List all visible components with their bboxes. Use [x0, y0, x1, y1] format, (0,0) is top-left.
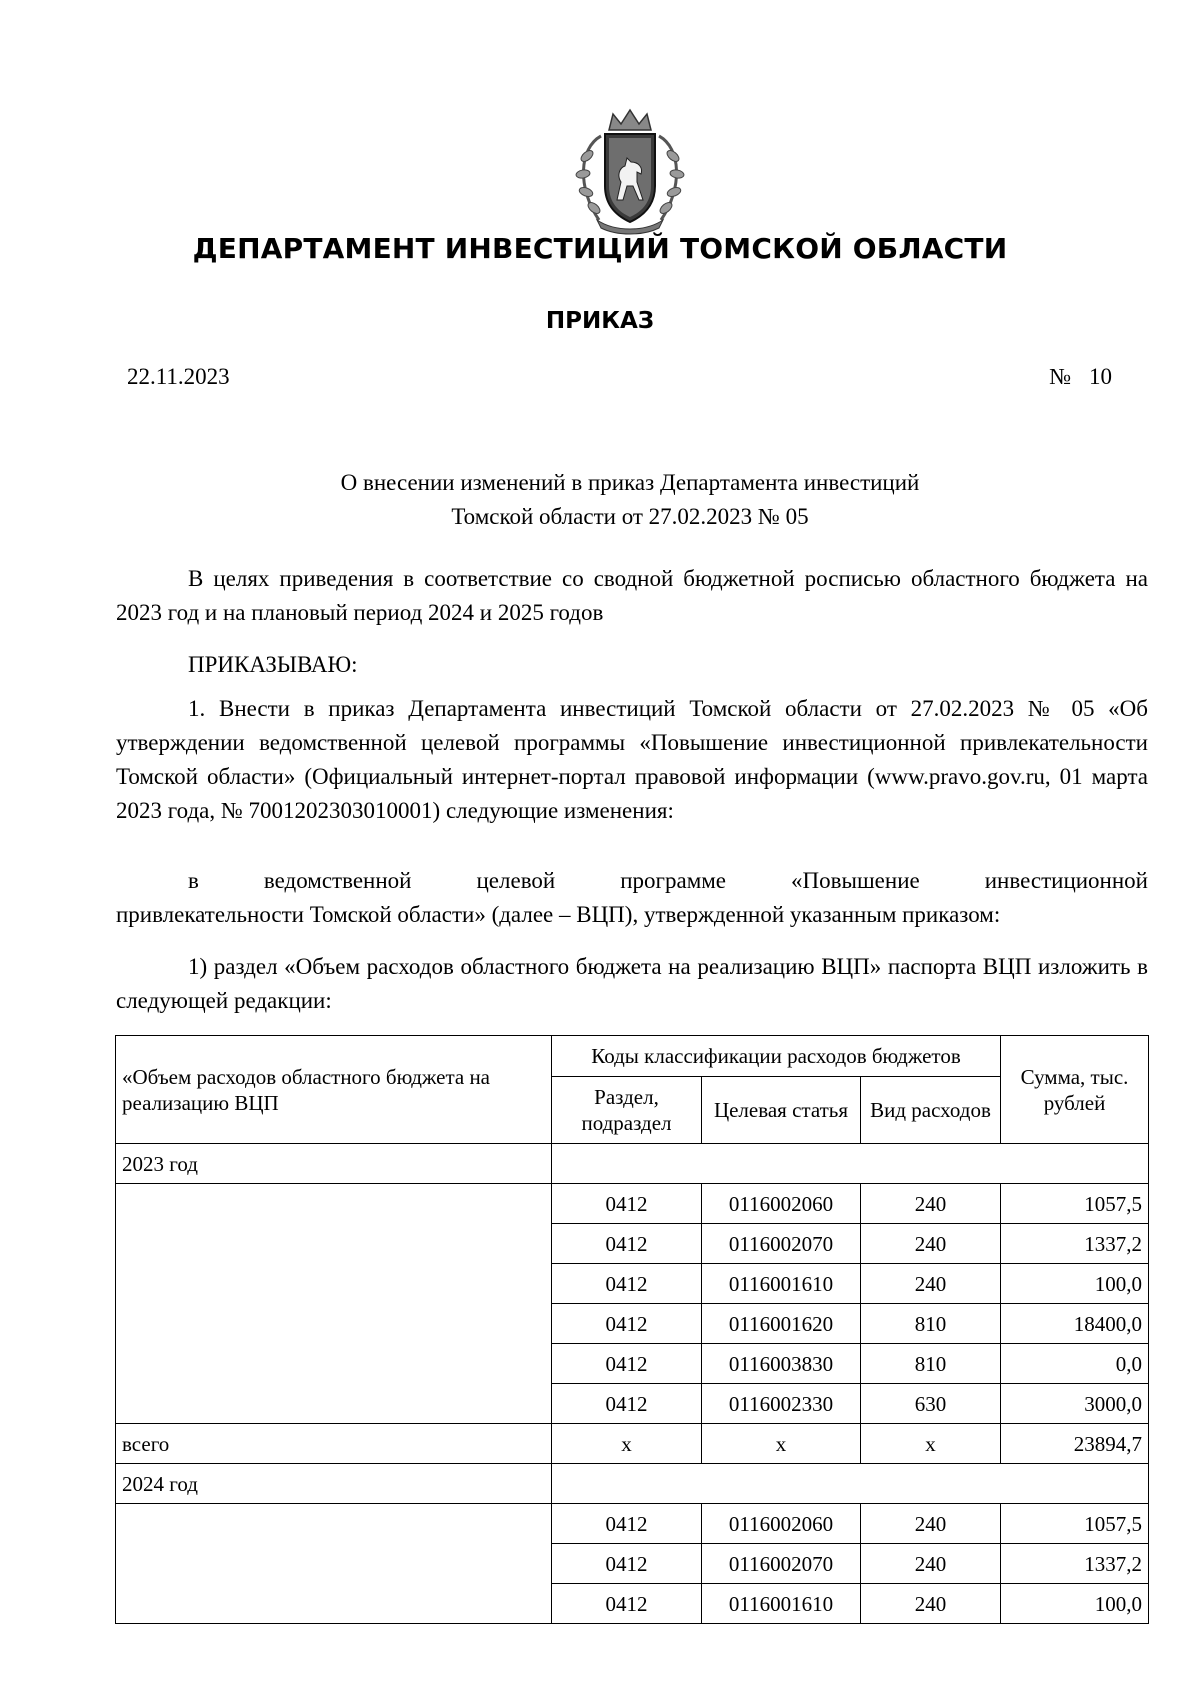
cell-target: 0116002070 [702, 1544, 861, 1584]
cell-section: 0412 [552, 1344, 702, 1384]
cell-target: х [702, 1424, 861, 1464]
cell-target: 0116002070 [702, 1224, 861, 1264]
cell-sum: 0,0 [1001, 1344, 1149, 1384]
cell-type: 810 [861, 1344, 1001, 1384]
budget-table [115, 1035, 1149, 1624]
year-row-2024 [116, 1464, 1149, 1504]
cell-section: 0412 [552, 1304, 702, 1344]
empty-label-cell [116, 1504, 552, 1624]
cell-sum: 100,0 [1001, 1264, 1149, 1304]
order-number: № 10 [1049, 364, 1112, 389]
cell-type: 240 [861, 1504, 1001, 1544]
year-row-2023 [116, 1144, 1149, 1184]
cell-target: 0116003830 [702, 1344, 861, 1384]
cell-sum: 1337,2 [1001, 1224, 1149, 1264]
item-1-paragraph: 1. Внести в приказ Департамента инвестиций Томской области от 27.02.2023 № 05 «Об утверждении ведомственной целевой программы «Повышение инвестиционной привлекательности Томской области» (Официальный интернет-портал правовой информации (www.pravo.gov.ru, 01 марта 2023 года, № 7001202303010001) следующие изменения: [116, 696, 1148, 823]
header-section: Раздел, подраздел [552, 1077, 702, 1144]
cell-type: х [861, 1424, 1001, 1464]
order-subject [200, 466, 1060, 534]
document-type: ПРИКАЗ [545, 308, 655, 334]
cell-target: 0116001620 [702, 1304, 861, 1344]
cell-section: 0412 [552, 1264, 702, 1304]
cell-sum: 1337,2 [1001, 1544, 1149, 1584]
cell-type: 240 [861, 1264, 1001, 1304]
year-empty-cell [552, 1144, 1149, 1184]
cell-target: 0116002060 [702, 1184, 861, 1224]
preamble-paragraph: В целях приведения в соответствие со сводной бюджетной росписью областного бюджета на 2023 год и на плановый период 2024 и 2025 годов [116, 566, 1148, 625]
cell-type: 240 [861, 1544, 1001, 1584]
cell-section: 0412 [552, 1544, 702, 1584]
subject-line-2: Томской области от 27.02.2023 № 05 [451, 504, 809, 529]
cell-type: 240 [861, 1584, 1001, 1624]
cell-section: 0412 [552, 1504, 702, 1544]
cell-target: 0116001610 [702, 1264, 861, 1304]
program-line-2: привлекательности Томской области» (далее – ВЦП), утвержденной указанным приказом: [116, 902, 1001, 927]
cell-section: 0412 [552, 1584, 702, 1624]
header-sum: Сумма, тыс. рублей [1001, 1036, 1149, 1144]
subject-line-1: О внесении изменений в приказ Департамента инвестиций [340, 470, 920, 495]
header-expense-type: Вид расходов [861, 1077, 1001, 1144]
cell-type: 240 [861, 1224, 1001, 1264]
cell-type: 240 [861, 1184, 1001, 1224]
department-title: ДЕПАРТАМЕНТ ИНВЕСТИЦИЙ ТОМСКОЙ ОБЛАСТИ [192, 232, 1008, 265]
cell-type: 630 [861, 1384, 1001, 1424]
cell-target: 0116002060 [702, 1504, 861, 1544]
header-target-item: Целевая статья [702, 1077, 861, 1144]
cell-section: 0412 [552, 1384, 702, 1424]
header-classification-codes: Коды классификации расходов бюджетов [552, 1036, 1001, 1077]
program-line-1: в ведомственной целевой программе «Повышение инвестиционной [188, 868, 1148, 893]
table-row [116, 1504, 1149, 1544]
cell-sum: 18400,0 [1001, 1304, 1149, 1344]
table-header-row [116, 1036, 1149, 1077]
cell-section: х [552, 1424, 702, 1464]
subitem-1-paragraph: 1) раздел «Объем расходов областного бюджета на реализацию ВЦП» паспорта ВЦП изложить в следующей редакции: [116, 954, 1148, 1013]
cell-sum: 1057,5 [1001, 1184, 1149, 1224]
cell-type: 810 [861, 1304, 1001, 1344]
cell-section: 0412 [552, 1184, 702, 1224]
cell-sum: 3000,0 [1001, 1384, 1149, 1424]
year-label: 2023 год [116, 1144, 552, 1184]
program-paragraph [116, 864, 1148, 932]
total-label: всего [116, 1424, 552, 1464]
year-empty-cell [552, 1464, 1149, 1504]
empty-label-cell [116, 1184, 552, 1424]
cell-section: 0412 [552, 1224, 702, 1264]
cell-target: 0116002330 [702, 1384, 861, 1424]
total-sum: 23894,7 [1001, 1424, 1149, 1464]
order-date: 22.11.2023 [127, 364, 230, 389]
cell-sum: 100,0 [1001, 1584, 1149, 1624]
cell-sum: 1057,5 [1001, 1504, 1149, 1544]
order-keyword: ПРИКАЗЫВАЮ: [188, 652, 358, 677]
coat-of-arms-icon [571, 108, 689, 236]
header-expense-volume: «Объем расходов областного бюджета на реализацию ВЦП [116, 1036, 552, 1144]
year-label: 2024 год [116, 1464, 552, 1504]
table-row [116, 1184, 1149, 1224]
cell-target: 0116001610 [702, 1584, 861, 1624]
total-row-2023 [116, 1424, 1149, 1464]
